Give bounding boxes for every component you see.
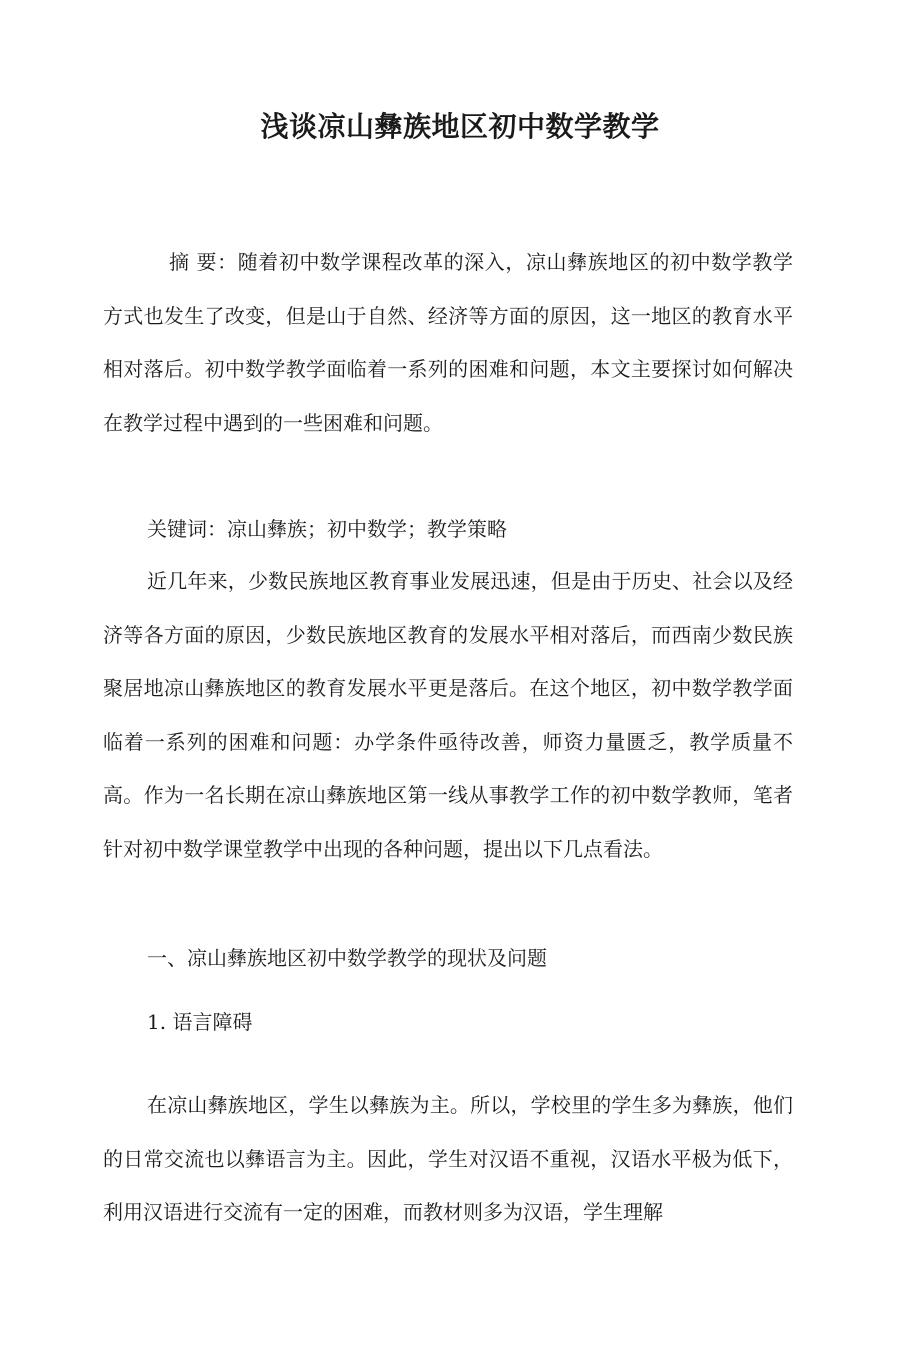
keywords-line: 关键词：凉山彝族；初中数学；教学策略 — [147, 517, 507, 541]
subsection-heading: 1. 语言障碍 — [147, 1010, 253, 1034]
section-heading: 一、凉山彝族地区初中数学教学的现状及问题 — [147, 946, 547, 970]
document-title: 浅谈凉山彝族地区初中数学教学 — [260, 109, 660, 143]
abstract-paragraph: 摘 要：随着初中数学课程改革的深入，凉山彝族地区的初中数学教学方式也发生了改变，但是山于自然、经济等方面的原因，这一地区的教育水平相对落后。初中数学教学面临着一系列的困难和问题，本文主要探讨如何解决在教学过程中遇到的一些困难和问题。 — [103, 250, 793, 435]
intro-paragraph: 近几年来，少数民族地区教育事业发展迅速，但是由于历史、社会以及经济等各方面的原因，少数民族地区教育的发展水平相对落后，而西南少数民族聚居地凉山彝族地区的教育发展水平更是落后。在这个地区，初中数学教学面临着一系列的困难和问题：办学条件亟待改善，师资力量匮乏，教学质量不高。作为一名长期在凉山彝族地区第一线从事教学工作的初中数学教师，笔者针对初中数学课堂教学中出现的各种问题，提出以下几点看法。 — [103, 569, 793, 861]
body-paragraph: 在凉山彝族地区，学生以彝族为主。所以，学校里的学生多为彝族，他们的日常交流也以彝语言为主。因此，学生对汉语不重视，汉语水平极为低下，利用汉语进行交流有一定的困难，而教材则多为汉语，学生理解 — [103, 1093, 793, 1224]
